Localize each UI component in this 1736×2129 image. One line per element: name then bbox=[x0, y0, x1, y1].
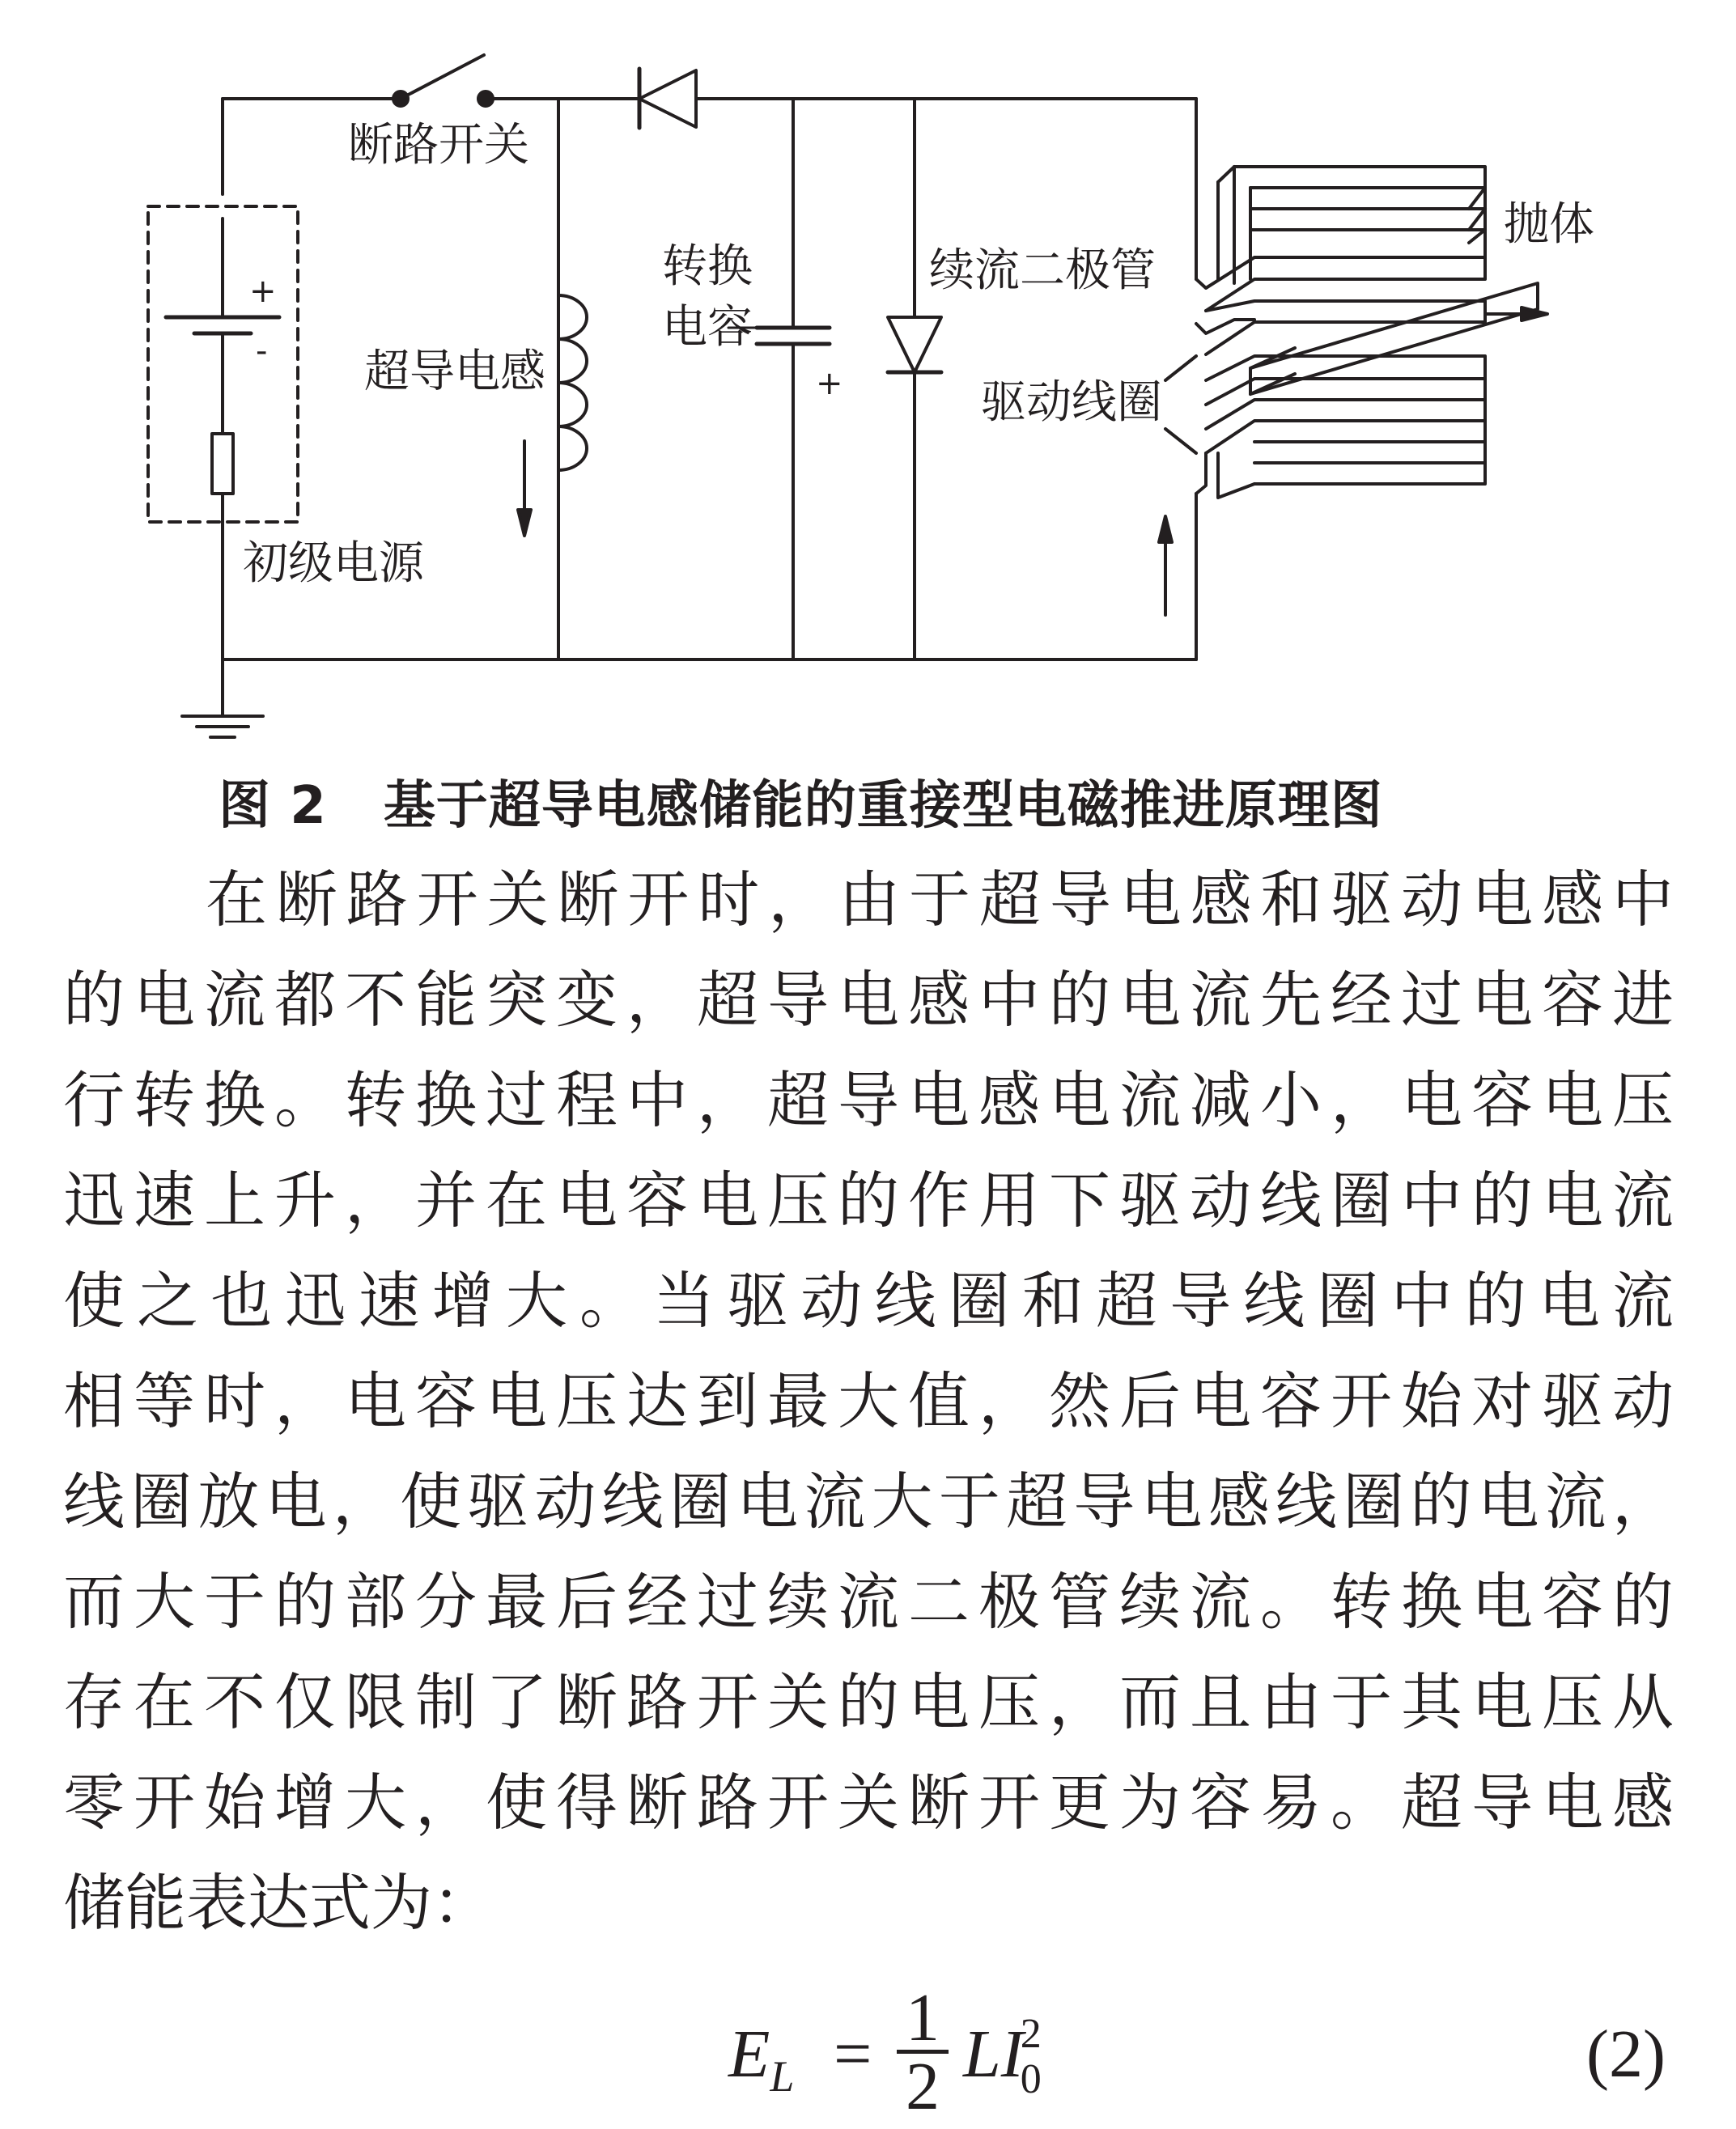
paragraph-line: 迅速上升，并在电容电压的作用下驱动线圈中的电流 bbox=[63, 1164, 1674, 1236]
resistor-symbol bbox=[212, 434, 233, 494]
equation-fraction bbox=[897, 1980, 949, 2124]
breaker-switch bbox=[393, 55, 493, 106]
paragraph-line: 使之也迅速增大。当驱动线圈和超导线圈中的电流 bbox=[63, 1265, 1674, 1337]
drive-coil-3d bbox=[1165, 167, 1547, 498]
circuit-figure bbox=[0, 0, 1736, 777]
equation-rhs bbox=[963, 2011, 1066, 2102]
paragraph-line: 的电流都不能突变，超导电感中的电流先经过电容进 bbox=[63, 964, 1674, 1036]
drive-coil-label: 驱动线圈 bbox=[981, 376, 1162, 429]
equation-lhs-symbol: E bbox=[728, 2017, 770, 2092]
energy-equation bbox=[728, 1980, 1700, 2124]
battery-plus-sign: + bbox=[249, 273, 277, 310]
capacitor-label-line2: 电容 bbox=[662, 301, 753, 354]
series-diode bbox=[639, 69, 696, 128]
ground-symbol bbox=[182, 716, 263, 737]
equation-equals: = bbox=[834, 2017, 872, 2092]
primary-source-label: 初级电源 bbox=[243, 537, 424, 590]
equation-number: (2) bbox=[1586, 2017, 1666, 2092]
circuit-diagram bbox=[0, 0, 1736, 777]
battery-symbol bbox=[166, 317, 279, 333]
capacitor-label-line1: 转换 bbox=[662, 240, 753, 293]
paragraph-line: 储能表达式为： bbox=[63, 1867, 494, 1939]
drive-coil-current-arrow bbox=[1159, 516, 1172, 615]
paragraph-line: 零开始增大，使得断路开关断开更为容易。超导电感 bbox=[63, 1766, 1674, 1838]
equation-subscript: 0 bbox=[1020, 2056, 1042, 2102]
paragraph-line: 存在不仅限制了断路开关的电压，而且由于其电压从 bbox=[63, 1666, 1674, 1738]
equation-lhs bbox=[728, 2015, 795, 2101]
fraction-denominator: 2 bbox=[906, 2049, 940, 2124]
figure-caption bbox=[219, 774, 1383, 838]
breaker-label: 断路开关 bbox=[348, 119, 529, 172]
fraction-numerator: 1 bbox=[906, 1980, 940, 2055]
body-paragraph bbox=[63, 850, 1674, 1953]
sc-inductor-label: 超导电感 bbox=[364, 346, 545, 398]
inductor-current-arrow bbox=[518, 441, 531, 536]
capacitor-plus-sign: + bbox=[816, 365, 843, 402]
paragraph-line: 线圈放电，使驱动线圈电流大于超导电感线圈的电流， bbox=[63, 1465, 1674, 1537]
freewheel-diode-label: 续流二极管 bbox=[929, 244, 1156, 297]
projectile-label: 抛体 bbox=[1504, 198, 1594, 251]
sc-inductor-coil bbox=[558, 295, 587, 470]
paragraph-line: 而大于的部分最后经过续流二极管续流。转换电容的 bbox=[63, 1566, 1674, 1638]
figure-number: 图 2 bbox=[219, 776, 327, 836]
paragraph-line: 在断路开关断开时，由于超导电感和驱动电感中 bbox=[206, 863, 1674, 935]
paragraph-line: 相等时，电容电压达到最大值，然后电容开始对驱动 bbox=[63, 1365, 1674, 1437]
equation-superscript: 2 bbox=[1020, 2011, 1042, 2057]
battery-minus-sign: - bbox=[256, 333, 268, 370]
figure-title: 基于超导电感储能的重接型电磁推进原理图 bbox=[383, 776, 1383, 836]
equation-rhs-symbols: LI bbox=[963, 2017, 1024, 2092]
freewheel-diode bbox=[888, 317, 941, 372]
paragraph-line: 行转换。转换过程中，超导电感电流减小，电容电压 bbox=[63, 1064, 1674, 1136]
equation-lhs-subscript: L bbox=[770, 2052, 795, 2101]
